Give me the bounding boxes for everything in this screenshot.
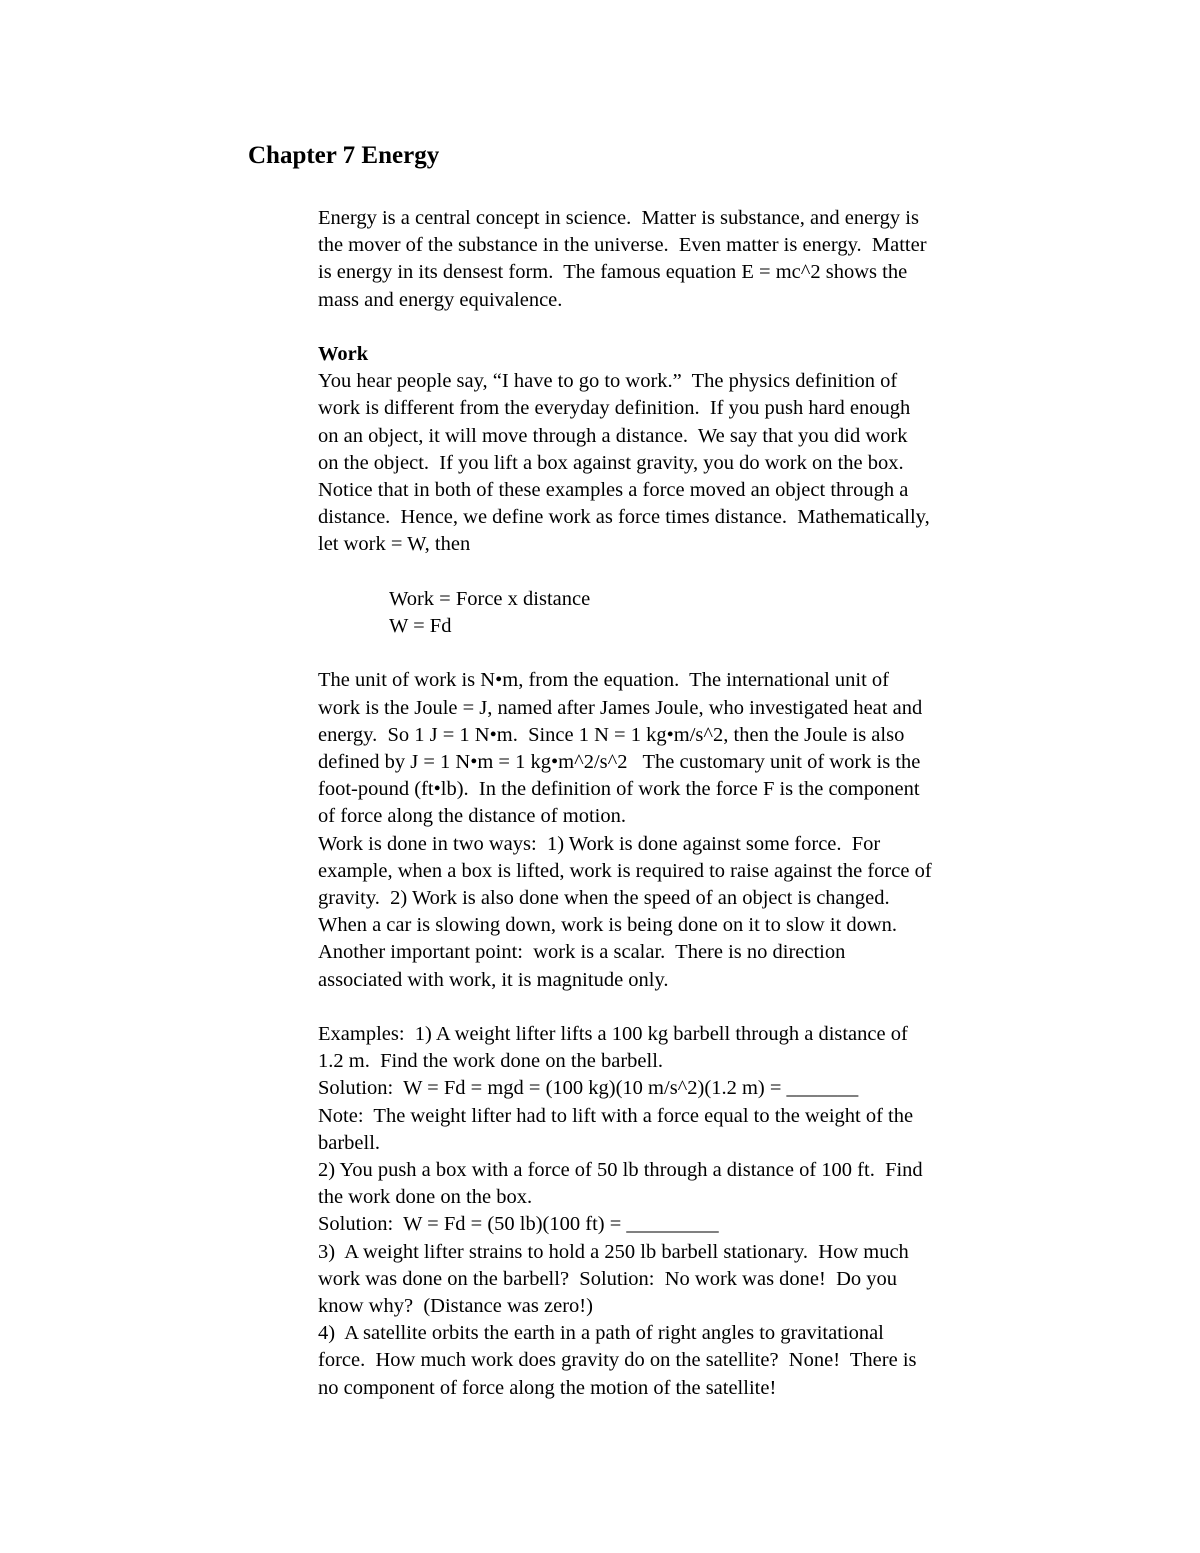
text-line: associated with work, it is magnitude only.: [318, 968, 669, 991]
paragraph-gap: [318, 640, 1038, 667]
text-line: barbell.: [318, 1131, 381, 1154]
text-line: You hear people say, “I have to go to work.” The physics definition of: [318, 370, 898, 393]
text-line: Work is done in two ways: 1) Work is done against some force. For: [318, 832, 881, 855]
text-line: gravity. 2) Work is also done when the speed of an object is changed.: [318, 887, 890, 910]
text-line: know why? (Distance was zero!): [318, 1295, 593, 1318]
text-line: Another important point: work is a scalar. There is no direction: [318, 941, 846, 964]
document-body: [318, 205, 1038, 1402]
text-line: Energy is a central concept in science. Matter is substance, and energy is: [318, 207, 919, 229]
text-line: Notice that in both of these examples a force moved an object through a: [318, 479, 909, 502]
examples-section: [318, 1021, 1038, 1402]
work-units-paragraph: [318, 667, 1038, 993]
paragraph-gap: [318, 314, 1038, 341]
text-line: the work done on the box.: [318, 1186, 533, 1209]
equation-line: W = Fd: [389, 615, 452, 638]
text-line: the mover of the substance in the universe. Even matter is energy. Matter: [318, 234, 927, 257]
intro-paragraph: [318, 205, 1038, 314]
text-line: is energy in its densest form. The famous equation E = mc^2 shows the: [318, 261, 908, 284]
text-line: Note: The weight lifter had to lift with a force equal to the weight of the: [318, 1104, 914, 1127]
text-line: mass and energy equivalence.: [318, 288, 563, 311]
text-line: Solution: W = Fd = (50 lb)(100 ft) = _________: [318, 1213, 719, 1236]
text-line: of force along the distance of motion.: [318, 805, 626, 828]
text-line: work is the Joule = J, named after James Joule, who investigated heat and: [318, 696, 923, 719]
text-line: 1.2 m. Find the work done on the barbell.: [318, 1050, 664, 1073]
text-line: 4) A satellite orbits the earth in a path of right angles to gravitational: [318, 1322, 884, 1345]
text-line: When a car is slowing down, work is being done on it to slow it down.: [318, 914, 898, 937]
text-line: example, when a box is lifted, work is required to raise against the force of: [318, 859, 932, 882]
text-line: Examples: 1) A weight lifter lifts a 100 kg barbell through a distance of: [318, 1023, 908, 1046]
equation-line: Work = Force x distance: [389, 587, 591, 610]
text-line: work is different from the everyday definition. If you push hard enough: [318, 397, 911, 420]
text-line: let work = W, then: [318, 533, 471, 556]
text-line: 2) You push a box with a force of 50 lb through a distance of 100 ft. Find: [318, 1159, 923, 1182]
text-line: force. How much work does gravity do on the satellite? None! There is: [318, 1349, 917, 1372]
text-line: distance. Hence, we define work as force times distance. Mathematically,: [318, 506, 930, 529]
text-line: The unit of work is N•m, from the equation. The international unit of: [318, 669, 889, 692]
paragraph-gap: [318, 994, 1038, 1021]
text-line: on the object. If you lift a box against gravity, you do work on the box.: [318, 451, 904, 474]
text-line: 3) A weight lifter strains to hold a 250 lb barbell stationary. How much: [318, 1240, 909, 1263]
text-line: on an object, it will move through a distance. We say that you did work: [318, 424, 908, 447]
work-heading: Work: [318, 343, 369, 365]
text-line: energy. So 1 J = 1 N•m. Since 1 N = 1 kg•m/s^2, then the Joule is also: [318, 723, 905, 746]
text-line: Solution: W = Fd = mgd = (100 kg)(10 m/s^2)(1.2 m) = _______: [318, 1077, 859, 1100]
work-definition-paragraph: [318, 368, 1038, 558]
text-line: defined by J = 1 N•m = 1 kg•m^2/s^2 The customary unit of work is the: [318, 751, 921, 774]
text-line: foot-pound (ft•lb). In the definition of work the force F is the component: [318, 778, 920, 801]
text-line: work was done on the barbell? Solution: No work was done! Do you: [318, 1267, 898, 1290]
paragraph-gap: [318, 559, 1038, 586]
work-equations: [318, 586, 1038, 640]
chapter-title: Chapter 7 Energy: [248, 142, 440, 169]
text-line: no component of force along the motion of the satellite!: [318, 1376, 777, 1399]
